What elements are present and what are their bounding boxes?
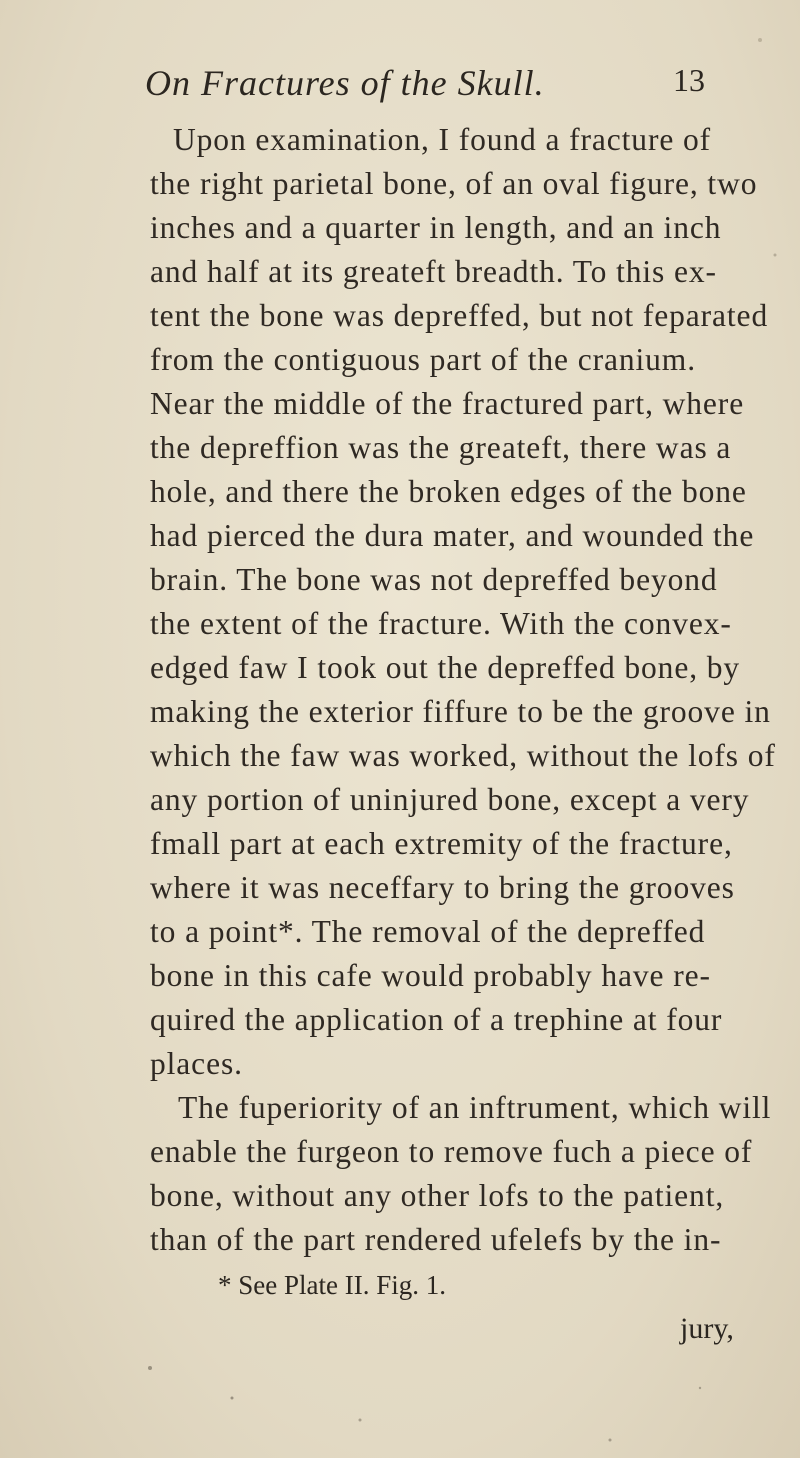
text-line: places. [150, 1046, 243, 1081]
text-line: the right parietal bone, of an oval figure, two [150, 166, 758, 201]
text-line: where it was neceffary to bring the grooves [150, 870, 735, 905]
text-line: The fuperiority of an inftrument, which will [178, 1090, 772, 1125]
text-line: brain. The bone was not depreffed beyond [150, 562, 718, 597]
text-line: and half at its greateft breadth. To this ex- [150, 254, 717, 289]
text-line: Upon examination, I found a fracture of [173, 122, 712, 157]
text-line: from the contiguous part of the cranium. [150, 342, 696, 377]
text-line: inches and a quarter in length, and an inch [150, 210, 722, 245]
text-line: making the exterior fiffure to be the groove in [150, 694, 771, 729]
text-line: bone, without any other lofs to the patient, [150, 1178, 725, 1213]
text-line: the extent of the fracture. With the convex- [150, 606, 732, 641]
text-line: had pierced the dura mater, and wounded the [150, 518, 755, 553]
text-line: Near the middle of the fractured part, where [150, 386, 745, 421]
text-line: quired the application of a trephine at four [150, 1002, 723, 1037]
text-line: than of the part rendered ufelefs by the in- [150, 1222, 722, 1257]
text-line: the depreffion was the greateft, there was a [150, 430, 732, 465]
catchword: jury, [680, 1312, 734, 1345]
running-head: On Fractures of the Skull. [145, 63, 545, 103]
text-line: to a point*. The removal of the depreffed [150, 914, 706, 949]
text-line: tent the bone was depreffed, but not feparated [150, 298, 769, 333]
text-line: any portion of uninjured bone, except a very [150, 782, 750, 817]
page-number: 13 [673, 62, 705, 98]
text-line: hole, and there the broken edges of the bone [150, 474, 747, 509]
text-line: enable the furgeon to remove fuch a piece of [150, 1134, 753, 1169]
footnote: * See Plate II. Fig. 1. [218, 1270, 446, 1300]
text-line: which the faw was worked, without the lofs of [150, 738, 776, 773]
text-line: edged faw I took out the depreffed bone, by [150, 650, 741, 685]
text-line: bone in this cafe would probably have re- [150, 958, 711, 993]
text-line: fmall part at each extremity of the fracture, [150, 826, 733, 861]
